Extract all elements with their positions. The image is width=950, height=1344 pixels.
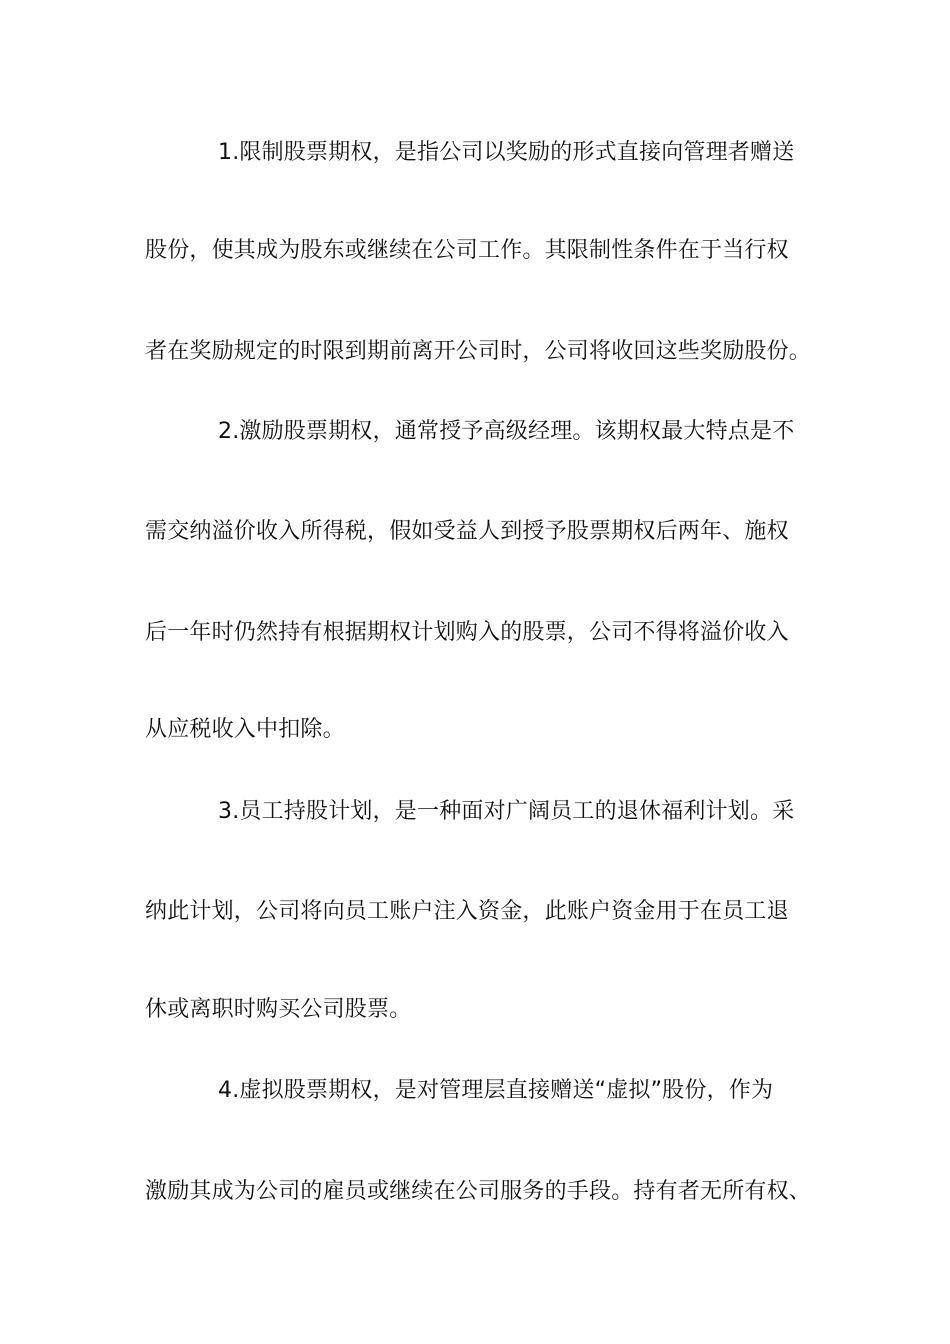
paragraph-1-line-3: 者在奖励规定的时限到期前离开公司时，公司将收回这些奖励股份。 [145,339,812,364]
paragraph-1-line-2: 股份，使其成为股东或继续在公司工作。其限制性条件在于当行权 [145,238,789,263]
paragraph-2-line-1: 2.激励股票期权，通常授予高级经理。该期权最大特点是不 [218,419,795,444]
paragraph-4-line-2: 激励其成为公司的雇员或继续在公司服务的手段。持有者无所有权、 [145,1179,812,1204]
paragraph-2-line-4: 从应税收入中扣除。 [145,717,345,742]
paragraph-3-line-3: 休或离职时购买公司股票。 [145,997,412,1022]
paragraph-2-line-2: 需交纳溢价收入所得税，假如受益人到授予股票期权后两年、施权 [145,519,789,544]
paragraph-2-line-3: 后一年时仍然持有根据期权计划购入的股票，公司不得将溢价收入 [145,620,789,645]
paragraph-1-line-1: 1.限制股票期权，是指公司以奖励的形式直接向管理者赠送 [218,140,795,165]
paragraph-3-line-2: 纳此计划，公司将向员工账户注入资金，此账户资金用于在员工退 [145,899,789,924]
paragraph-3-line-1: 3.员工持股计划，是一种面对广阔员工的退休福利计划。采 [218,799,795,824]
paragraph-4-line-1: 4.虚拟股票期权，是对管理层直接赠送“虚拟”股份，作为 [218,1078,774,1103]
